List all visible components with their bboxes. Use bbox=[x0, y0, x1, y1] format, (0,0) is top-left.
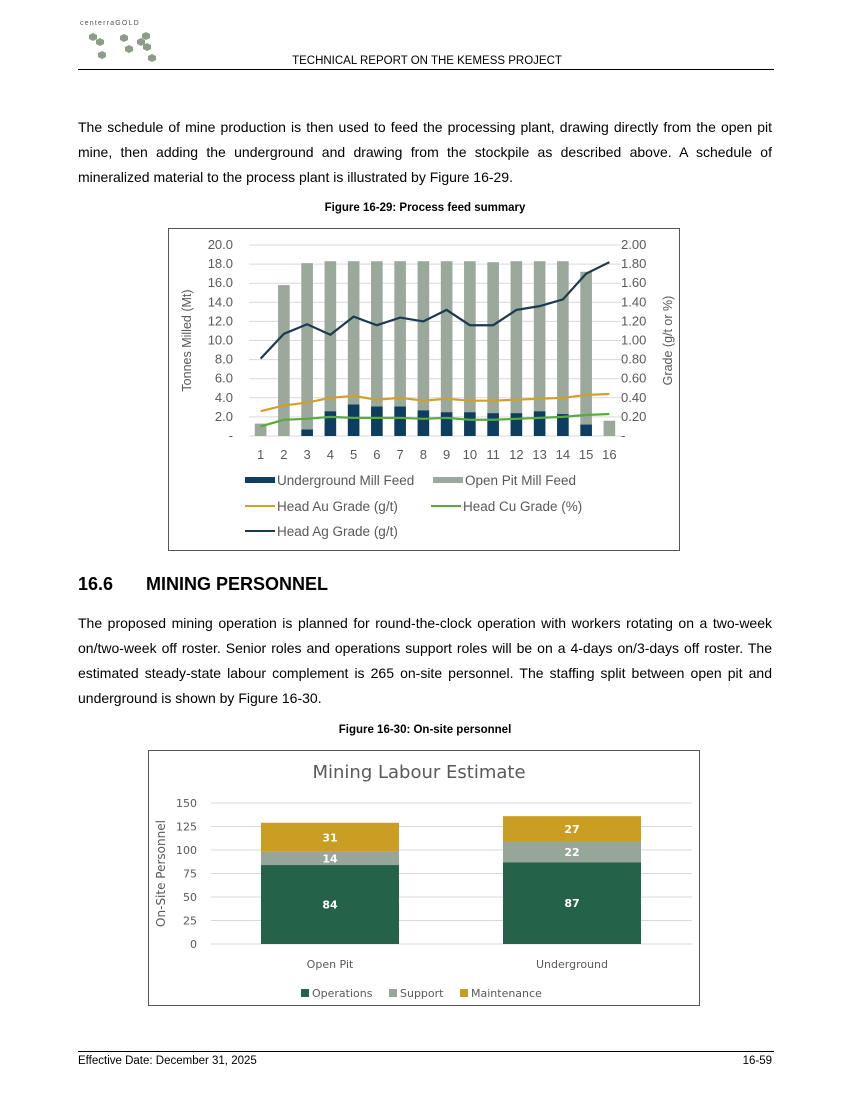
legend-label: Head Au Grade (g/t) bbox=[277, 499, 398, 514]
bar-open-pit-mill-feedsegment bbox=[464, 261, 476, 412]
bar-underground-mill-feedsegment bbox=[534, 411, 546, 436]
bar-open-pit-mill-feedsegment bbox=[511, 261, 523, 413]
footer-page-number: 16-59 bbox=[742, 1055, 772, 1067]
bar-open-pit-mill-feedsegment bbox=[371, 261, 383, 406]
y2-tick-label: 1.40 bbox=[621, 294, 647, 310]
data-label: 22 bbox=[564, 845, 580, 859]
figure-caption-process-feed: Figure 16-29: Process feed summary bbox=[324, 202, 526, 214]
bar-underground-mill-feedsegment bbox=[487, 413, 499, 436]
logo-wordmark: centerraGOLD bbox=[80, 20, 140, 27]
bar-open-pit-mill-feedsegment bbox=[348, 261, 360, 404]
data-label: 84 bbox=[322, 898, 338, 912]
bar-open-pit-mill-feedsegment bbox=[418, 261, 430, 410]
process-feed-chart-svg bbox=[169, 229, 679, 550]
bar-open-pit-mill-feedsegment bbox=[487, 262, 499, 413]
legend-swatch bbox=[460, 989, 468, 997]
x-tick-label: 6 bbox=[373, 447, 381, 462]
legend-label: Maintenance bbox=[471, 987, 542, 1000]
y-tick-label: 75 bbox=[183, 867, 197, 881]
y2-tick-label: - bbox=[621, 428, 626, 443]
y2-tick-label: 0.20 bbox=[621, 408, 647, 424]
chart-title: Mining Labour Estimate bbox=[312, 762, 526, 783]
bar-underground-mill-feedsegment bbox=[580, 425, 592, 436]
report-header-title: TECHNICAL REPORT ON THE KEMESS PROJECT bbox=[292, 55, 562, 67]
y2-tick-label: 0.80 bbox=[621, 351, 647, 367]
legend-label: Underground Mill Feed bbox=[277, 473, 415, 488]
y-tick-label: 18.0 bbox=[207, 256, 233, 272]
y-tick-label: 16.0 bbox=[207, 275, 233, 291]
footer-divider bbox=[78, 1051, 774, 1052]
section-title: MINING PERSONNEL bbox=[146, 574, 329, 594]
x-tick-label: 4 bbox=[326, 447, 334, 462]
x-tick-label: 10 bbox=[462, 447, 478, 462]
bar-underground-mill-feedsegment bbox=[394, 406, 406, 436]
y2-tick-label: 1.00 bbox=[621, 332, 647, 348]
y-tick-label: 25 bbox=[183, 914, 197, 928]
y-axis-title: Tonnes Milled (Mt) bbox=[180, 289, 194, 392]
legend-swatch bbox=[245, 477, 275, 483]
legend-swatch bbox=[301, 989, 309, 997]
x-tick-label: Open Pit bbox=[306, 958, 354, 971]
legend-label: Support bbox=[400, 987, 444, 1000]
x-tick-label: 7 bbox=[396, 447, 404, 462]
section-number: 16.6 bbox=[78, 574, 114, 594]
x-tick-label: Underground bbox=[535, 958, 609, 971]
bar-underground-mill-feedsegment bbox=[511, 413, 523, 436]
y-tick-label: 150 bbox=[176, 797, 197, 810]
y-tick-label: 2.0 bbox=[214, 408, 233, 424]
bar-open-pit-mill-feedsegment bbox=[534, 261, 546, 411]
bar-open-pit-mill-feedsegment bbox=[301, 263, 313, 429]
legend-label: Operations bbox=[312, 987, 373, 1000]
bar-open-pit-mill-feedsegment bbox=[580, 272, 592, 425]
y2-axis-title: Grade (g/t or %) bbox=[661, 295, 675, 386]
y-tick-label: 8.0 bbox=[214, 351, 233, 367]
figure-caption-personnel: Figure 16-30: On-site personnel bbox=[338, 724, 512, 736]
bar-underground-mill-feedsegment bbox=[464, 412, 476, 436]
y-tick-label: - bbox=[228, 428, 233, 443]
bar-open-pit-mill-feedsegment bbox=[394, 261, 406, 406]
labour-estimate-chart bbox=[148, 750, 700, 1006]
x-tick-label: 12 bbox=[509, 447, 524, 462]
x-tick-label: 3 bbox=[303, 447, 311, 462]
legend-label: Head Cu Grade (%) bbox=[463, 499, 583, 514]
y-tick-label: 4.0 bbox=[214, 389, 233, 405]
process-feed-chart bbox=[168, 228, 680, 551]
x-tick-label: 13 bbox=[532, 447, 547, 462]
body-paragraph-personnel: The proposed mining operation is planned for round-the-clock operation with workers rotating on a two-week on/two-week off roster. Senior roles and operations support roles will be on a 4-days on/3-days off roster. The estimated steady-state labour complement is 265 on-site personnel. The staffing split between open pit and underground is shown by Figure 16-30. bbox=[78, 615, 772, 706]
y-tick-label: 50 bbox=[183, 891, 197, 904]
data-label: 14 bbox=[322, 852, 338, 866]
x-tick-label: 11 bbox=[486, 447, 500, 462]
y-tick-label: 20.0 bbox=[207, 237, 233, 252]
data-label: 31 bbox=[322, 831, 338, 845]
data-label: 87 bbox=[564, 897, 580, 911]
bar-underground-mill-feedsegment bbox=[301, 429, 313, 436]
y-tick-label: 0 bbox=[190, 938, 197, 951]
y2-tick-label: 0.40 bbox=[621, 389, 647, 405]
data-label: 27 bbox=[564, 822, 580, 836]
body-paragraph-process-feed: The schedule of mine production is then used to feed the processing plant, drawing directly from the open pit mine, then adding the underground and drawing from the stockpile as described above. A schedule of mineralized material to the process plant is illustrated by Figure 16-29. bbox=[78, 119, 772, 185]
bar-underground-mill-feedsegment bbox=[348, 404, 360, 436]
y2-tick-label: 2.00 bbox=[621, 237, 647, 252]
bar-underground-mill-feedsegment bbox=[371, 406, 383, 436]
y2-tick-label: 1.20 bbox=[621, 313, 647, 329]
y2-tick-label: 0.60 bbox=[621, 370, 647, 386]
y-tick-label: 100 bbox=[176, 844, 197, 857]
x-tick-label: 1 bbox=[257, 447, 265, 462]
bar-open-pit-mill-feedsegment bbox=[325, 261, 337, 411]
legend-swatch bbox=[389, 989, 397, 997]
y-tick-label: 10.0 bbox=[207, 332, 233, 348]
y-tick-label: 14.0 bbox=[207, 294, 233, 310]
y-tick-label: 125 bbox=[176, 820, 197, 834]
bar-open-pit-mill-feedsegment bbox=[604, 421, 616, 436]
footer-effective-date: Effective Date: December 31, 2025 bbox=[78, 1055, 257, 1067]
header-divider bbox=[78, 69, 774, 70]
x-tick-label: 5 bbox=[350, 447, 358, 462]
bar-open-pit-mill-feedsegment bbox=[557, 261, 569, 414]
y2-tick-label: 1.60 bbox=[621, 275, 647, 291]
x-tick-label: 8 bbox=[419, 447, 427, 462]
x-tick-label: 16 bbox=[602, 447, 617, 462]
bar-open-pit-mill-feedsegment bbox=[441, 261, 453, 412]
y-tick-label: 12.0 bbox=[207, 313, 233, 329]
bar-underground-mill-feedsegment bbox=[325, 411, 337, 436]
legend-label: Open Pit Mill Feed bbox=[465, 473, 577, 488]
bar-underground-mill-feedsegment bbox=[418, 410, 430, 436]
bar-open-pit-mill-feedsegment bbox=[278, 285, 290, 436]
section-heading bbox=[78, 574, 328, 595]
y2-tick-label: 1.80 bbox=[621, 256, 647, 272]
y-tick-label: 6.0 bbox=[214, 370, 233, 386]
bar-underground-mill-feedsegment bbox=[441, 412, 453, 436]
legend-swatch bbox=[433, 477, 463, 483]
x-tick-label: 9 bbox=[443, 447, 451, 462]
x-tick-label: 14 bbox=[555, 447, 571, 462]
x-tick-label: 2 bbox=[280, 447, 288, 462]
y-axis-title: On-Site Personnel bbox=[154, 820, 168, 927]
labour-estimate-chart-svg bbox=[149, 751, 699, 1005]
legend-label: Head Ag Grade (g/t) bbox=[277, 524, 398, 539]
x-tick-label: 15 bbox=[578, 447, 594, 462]
